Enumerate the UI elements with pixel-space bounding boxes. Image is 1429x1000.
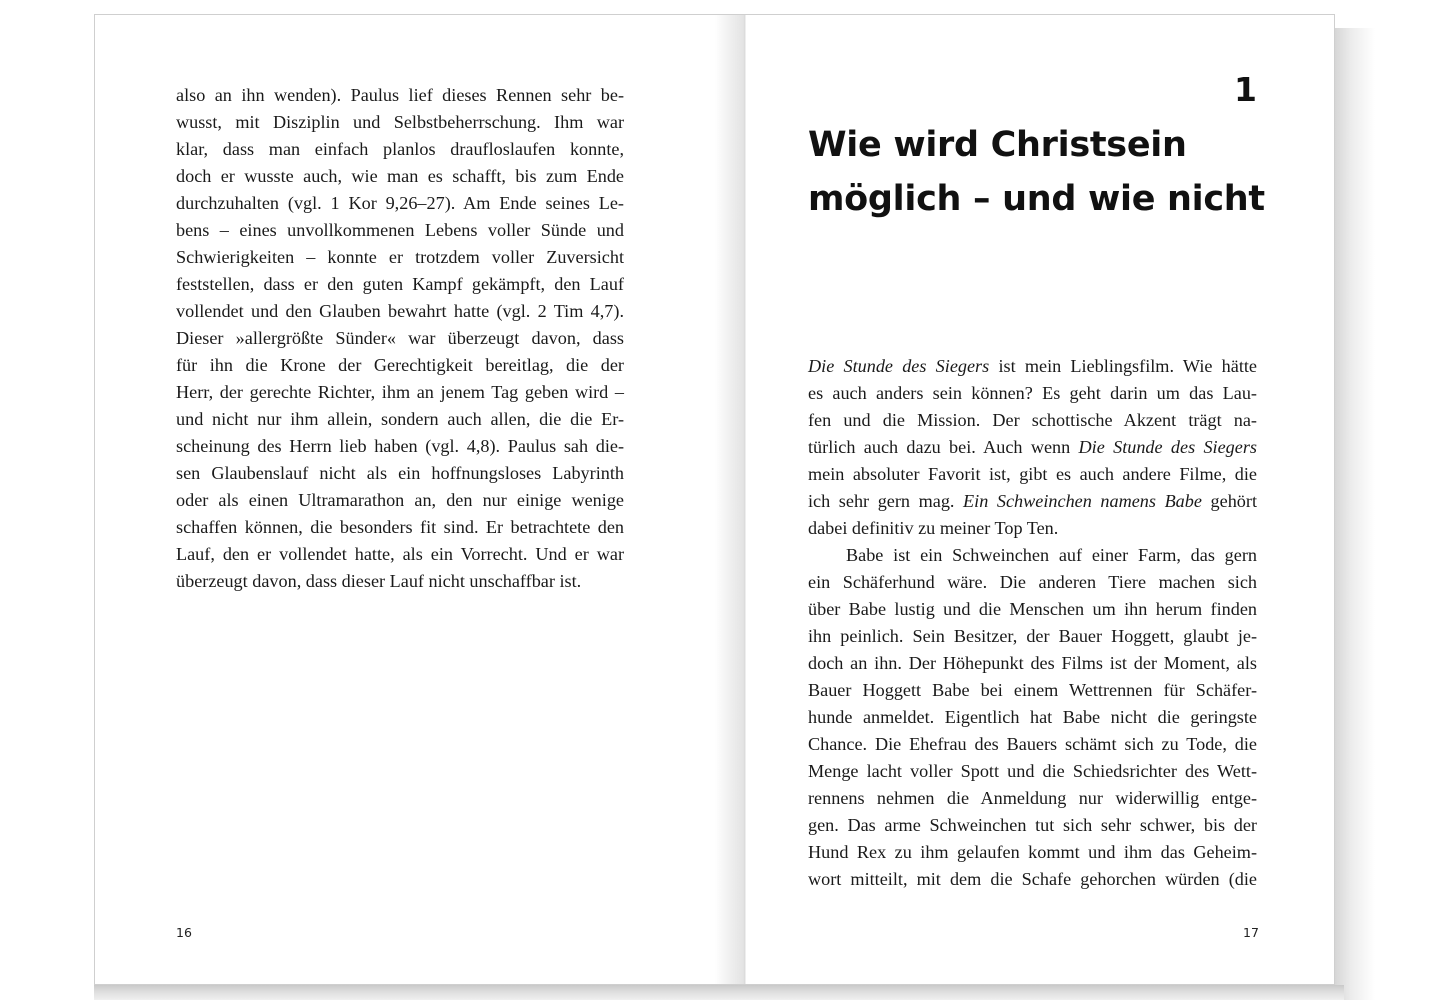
page-number-left: 16 (176, 925, 192, 940)
right-page-body-text (808, 353, 1257, 893)
film-title: Die Stunde des Siegers (1078, 437, 1257, 457)
text-line: Die Stunde des Siegers ist mein Lieblingsfilm. Wie hätte (808, 356, 1258, 376)
text-line: schaffen können, die besonders fit sind. Er betrachtete den (176, 517, 624, 537)
text-line: ich sehr gern mag. Ein Schweinchen namens Babe gehört (808, 491, 1258, 511)
text-line: Herr, der gerechte Richter, ihm an jenem Tag geben wird – (176, 382, 624, 402)
text-line: dabei definitiv zu meiner Top Ten. (808, 518, 1059, 538)
chapter-title-line: möglich – und wie nicht (808, 179, 1265, 219)
chapter-title (808, 118, 1308, 226)
page-shadow-bottom (94, 985, 1344, 1000)
text-line: vollendet und den Glauben bewahrt hatte (vgl. 2 Tim 4,7). (176, 301, 624, 321)
text-line: bens – eines unvollkommenen Lebens voller Sünde und (176, 220, 624, 240)
text-line: über Babe lustig und die Menschen um ihn herum finden (808, 599, 1257, 619)
page-number-right: 17 (1243, 925, 1259, 940)
page-shadow-right (1335, 28, 1375, 1000)
chapter-number: 1 (1234, 70, 1257, 109)
text-line: Chance. Die Ehefrau des Bauers schämt sich zu Tode, die (808, 734, 1257, 754)
text-line: gen. Das arme Schweinchen tut sich sehr schwer, bis der (808, 815, 1257, 835)
text-line: ein Schäferhund wäre. Die anderen Tiere machen sich (808, 572, 1257, 592)
text-line: Menge lacht voller Spott und die Schiedsrichter des Wett- (808, 761, 1257, 781)
text-line: Schwierigkeiten – konnte er trotzdem voller Zuversicht (176, 247, 624, 267)
text-line: türlich auch dazu bei. Auch wenn Die Stunde des Siegers (808, 437, 1257, 457)
text-line: mein absoluter Favorit ist, gibt es auch andere Filme, die (808, 464, 1257, 484)
text-line: überzeugt davon, dass dieser Lauf nicht unschaffbar ist. (176, 571, 582, 591)
text-line: also an ihn wenden). Paulus lief dieses Rennen sehr be- (176, 85, 624, 105)
right-page (716, 15, 1336, 984)
text-line: doch an ihn. Der Höhepunkt des Films ist der Moment, als (808, 653, 1257, 673)
text-line: Dieser »allergrößte Sünder« war überzeugt davon, dass (176, 328, 624, 348)
text-line: klar, dass man einfach planlos draufloslaufen konnte, (176, 139, 624, 159)
chapter-title-line: Wie wird Christsein (808, 125, 1187, 165)
text-line: wusst, mit Disziplin und Selbstbeherrschung. Ihm war (176, 112, 624, 132)
film-title: Ein Schweinchen namens Babe (963, 491, 1202, 511)
text-line: für ihn die Krone der Gerechtigkeit bereitlag, die der (176, 355, 624, 375)
text-line: feststellen, dass er den guten Kampf gekämpft, den Lauf (176, 274, 624, 294)
text-line: Hund Rex zu ihm gelaufen kommt und ihm das Geheim- (808, 842, 1257, 862)
text-line: fen und die Mission. Der schottische Akzent trägt na- (808, 410, 1257, 430)
text-line: ihn peinlich. Sein Besitzer, der Bauer Hoggett, glaubt je- (808, 626, 1257, 646)
text-line: Babe ist ein Schweinchen auf einer Farm, das gern (846, 545, 1257, 565)
text-line: durchzuhalten (vgl. 1 Kor 9,26–27). Am Ende seines Le- (176, 193, 624, 213)
text-line: Bauer Hoggett Babe bei einem Wettrennen für Schäfer- (808, 680, 1257, 700)
left-page-body-text (176, 82, 624, 595)
text-line: doch er wusste auch, wie man es schafft, bis zum Ende (176, 166, 624, 186)
text-line: hunde anmeldet. Eigentlich hat Babe nicht die geringste (808, 707, 1257, 727)
book-spread (94, 14, 1335, 985)
text-line: es auch anders sein können? Es geht darin um das Lau- (808, 383, 1257, 403)
text-line: Lauf, den er vollendet hatte, als ein Vorrecht. Und er war (176, 544, 624, 564)
text-line: wort mitteilt, mit dem die Schafe gehorchen würden (die (808, 869, 1257, 889)
left-page (95, 15, 715, 984)
film-title: Die Stunde des Siegers (808, 356, 990, 376)
text-line: oder als einen Ultramarathon an, den nur einige wenige (176, 490, 624, 510)
text-line: scheinung des Herrn lieb haben (vgl. 4,8). Paulus sah die- (176, 436, 624, 456)
text-line: sen Glaubenslauf nicht als ein hoffnungsloses Labyrinth (176, 463, 624, 483)
text-line: rennens nehmen die Anmeldung nur widerwillig entge- (808, 788, 1257, 808)
text-line: und nicht nur ihm allein, sondern auch allen, die die Er- (176, 409, 624, 429)
